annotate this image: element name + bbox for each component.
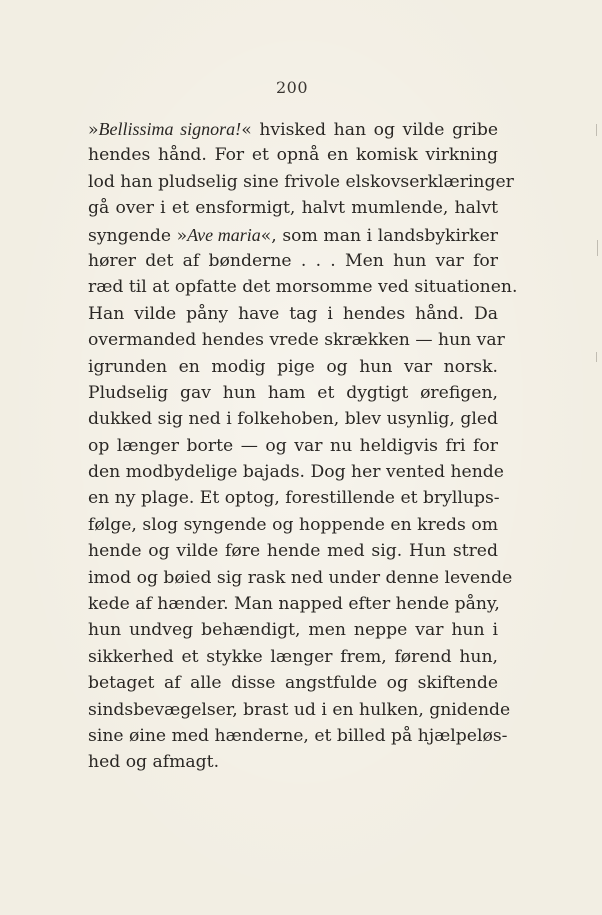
text-line [88,538,498,564]
text-segment: hun undveg behændigt, men neppe var hun i [88,620,498,641]
text-segment: igrunden en modig pige og hun var norsk. [88,356,498,377]
page-edge-mark [597,240,598,256]
text-segment: gå over i et ensformigt, halvt mumlende, halvt [88,198,498,219]
text-line [88,512,498,538]
text-segment: sikkerhed et stykke længer frem, førend hun, [88,646,498,667]
text-line [88,433,498,459]
text-line [88,591,498,617]
text-segment: op længer borte — og var nu heldigvis fri for [88,435,498,456]
text-line [88,274,518,300]
text-segment: kede af hænder. Man napped efter hende påny, [88,594,500,615]
text-line [88,565,513,591]
text-line [88,195,498,221]
text-line [88,617,498,643]
text-line [88,749,498,775]
text-segment: Han vilde påny have tag i hendes hånd. Da [88,303,498,324]
text-segment: Pludselig gav hun ham et dygtigt ørefigen, [88,382,498,403]
text-segment: hed og afmagt. [88,752,220,773]
text-line [88,459,504,485]
text-segment: ræd til at opfatte det morsomme ved situationen. [88,277,518,298]
text-line [88,406,498,432]
text-segment: sindsbevægelser, brast ud i en hulken, gnidende [88,699,511,720]
body-text [88,116,518,776]
text-line [88,327,505,353]
text-segment: den modbydelige bajads. Dog her vented hende [88,462,504,483]
text-line [88,116,498,142]
text-line [88,723,508,749]
text-line [88,142,498,168]
text-segment: hører det af bønderne . . . Men hun var for [88,250,498,271]
text-segment: betaget af alle disse angstfulde og skiftende [88,673,498,694]
italic-text: Ave maria [187,224,261,245]
text-line [88,485,498,511]
text-segment: imod og bøied sig rask ned under denne levende [88,567,513,588]
text-line [88,354,498,380]
text-segment: følge, slog syngende og hoppende en kreds om [88,514,498,535]
text-segment: en ny plage. Et optog, forestillende et bryllups- [88,488,500,509]
text-line [88,222,498,248]
text-line [88,697,511,723]
italic-text: Bellissima signora! [98,119,242,139]
page-edge-mark [596,352,597,362]
text-segment: hende og vilde føre hende med sig. Hun stred [88,541,498,562]
page-edge-mark [596,124,597,136]
text-line [88,644,498,670]
text-line [88,248,498,274]
text-segment: syngende » [88,225,188,246]
text-line [88,380,498,406]
page-number: 200 [275,78,309,97]
text-line [88,301,498,327]
text-segment: sine øine med hænderne, et billed på hjælpeløs- [88,725,508,746]
text-segment: » [88,120,99,140]
text-segment: dukked sig ned i folkehoben, blev usynlig, gled [88,409,498,430]
text-segment: « hvisked han og vilde gribe [241,120,498,140]
text-line [88,670,498,696]
text-segment: lod han pludselig sine frivole elskovserklæringer [88,171,514,192]
text-line [88,169,514,195]
text-segment: «, som man i landsbykirker [260,225,498,246]
text-segment: hendes hånd. For et opnå en komisk virkning [88,145,498,166]
text-segment: overmanded hendes vrede skrækken — hun var [88,330,505,351]
